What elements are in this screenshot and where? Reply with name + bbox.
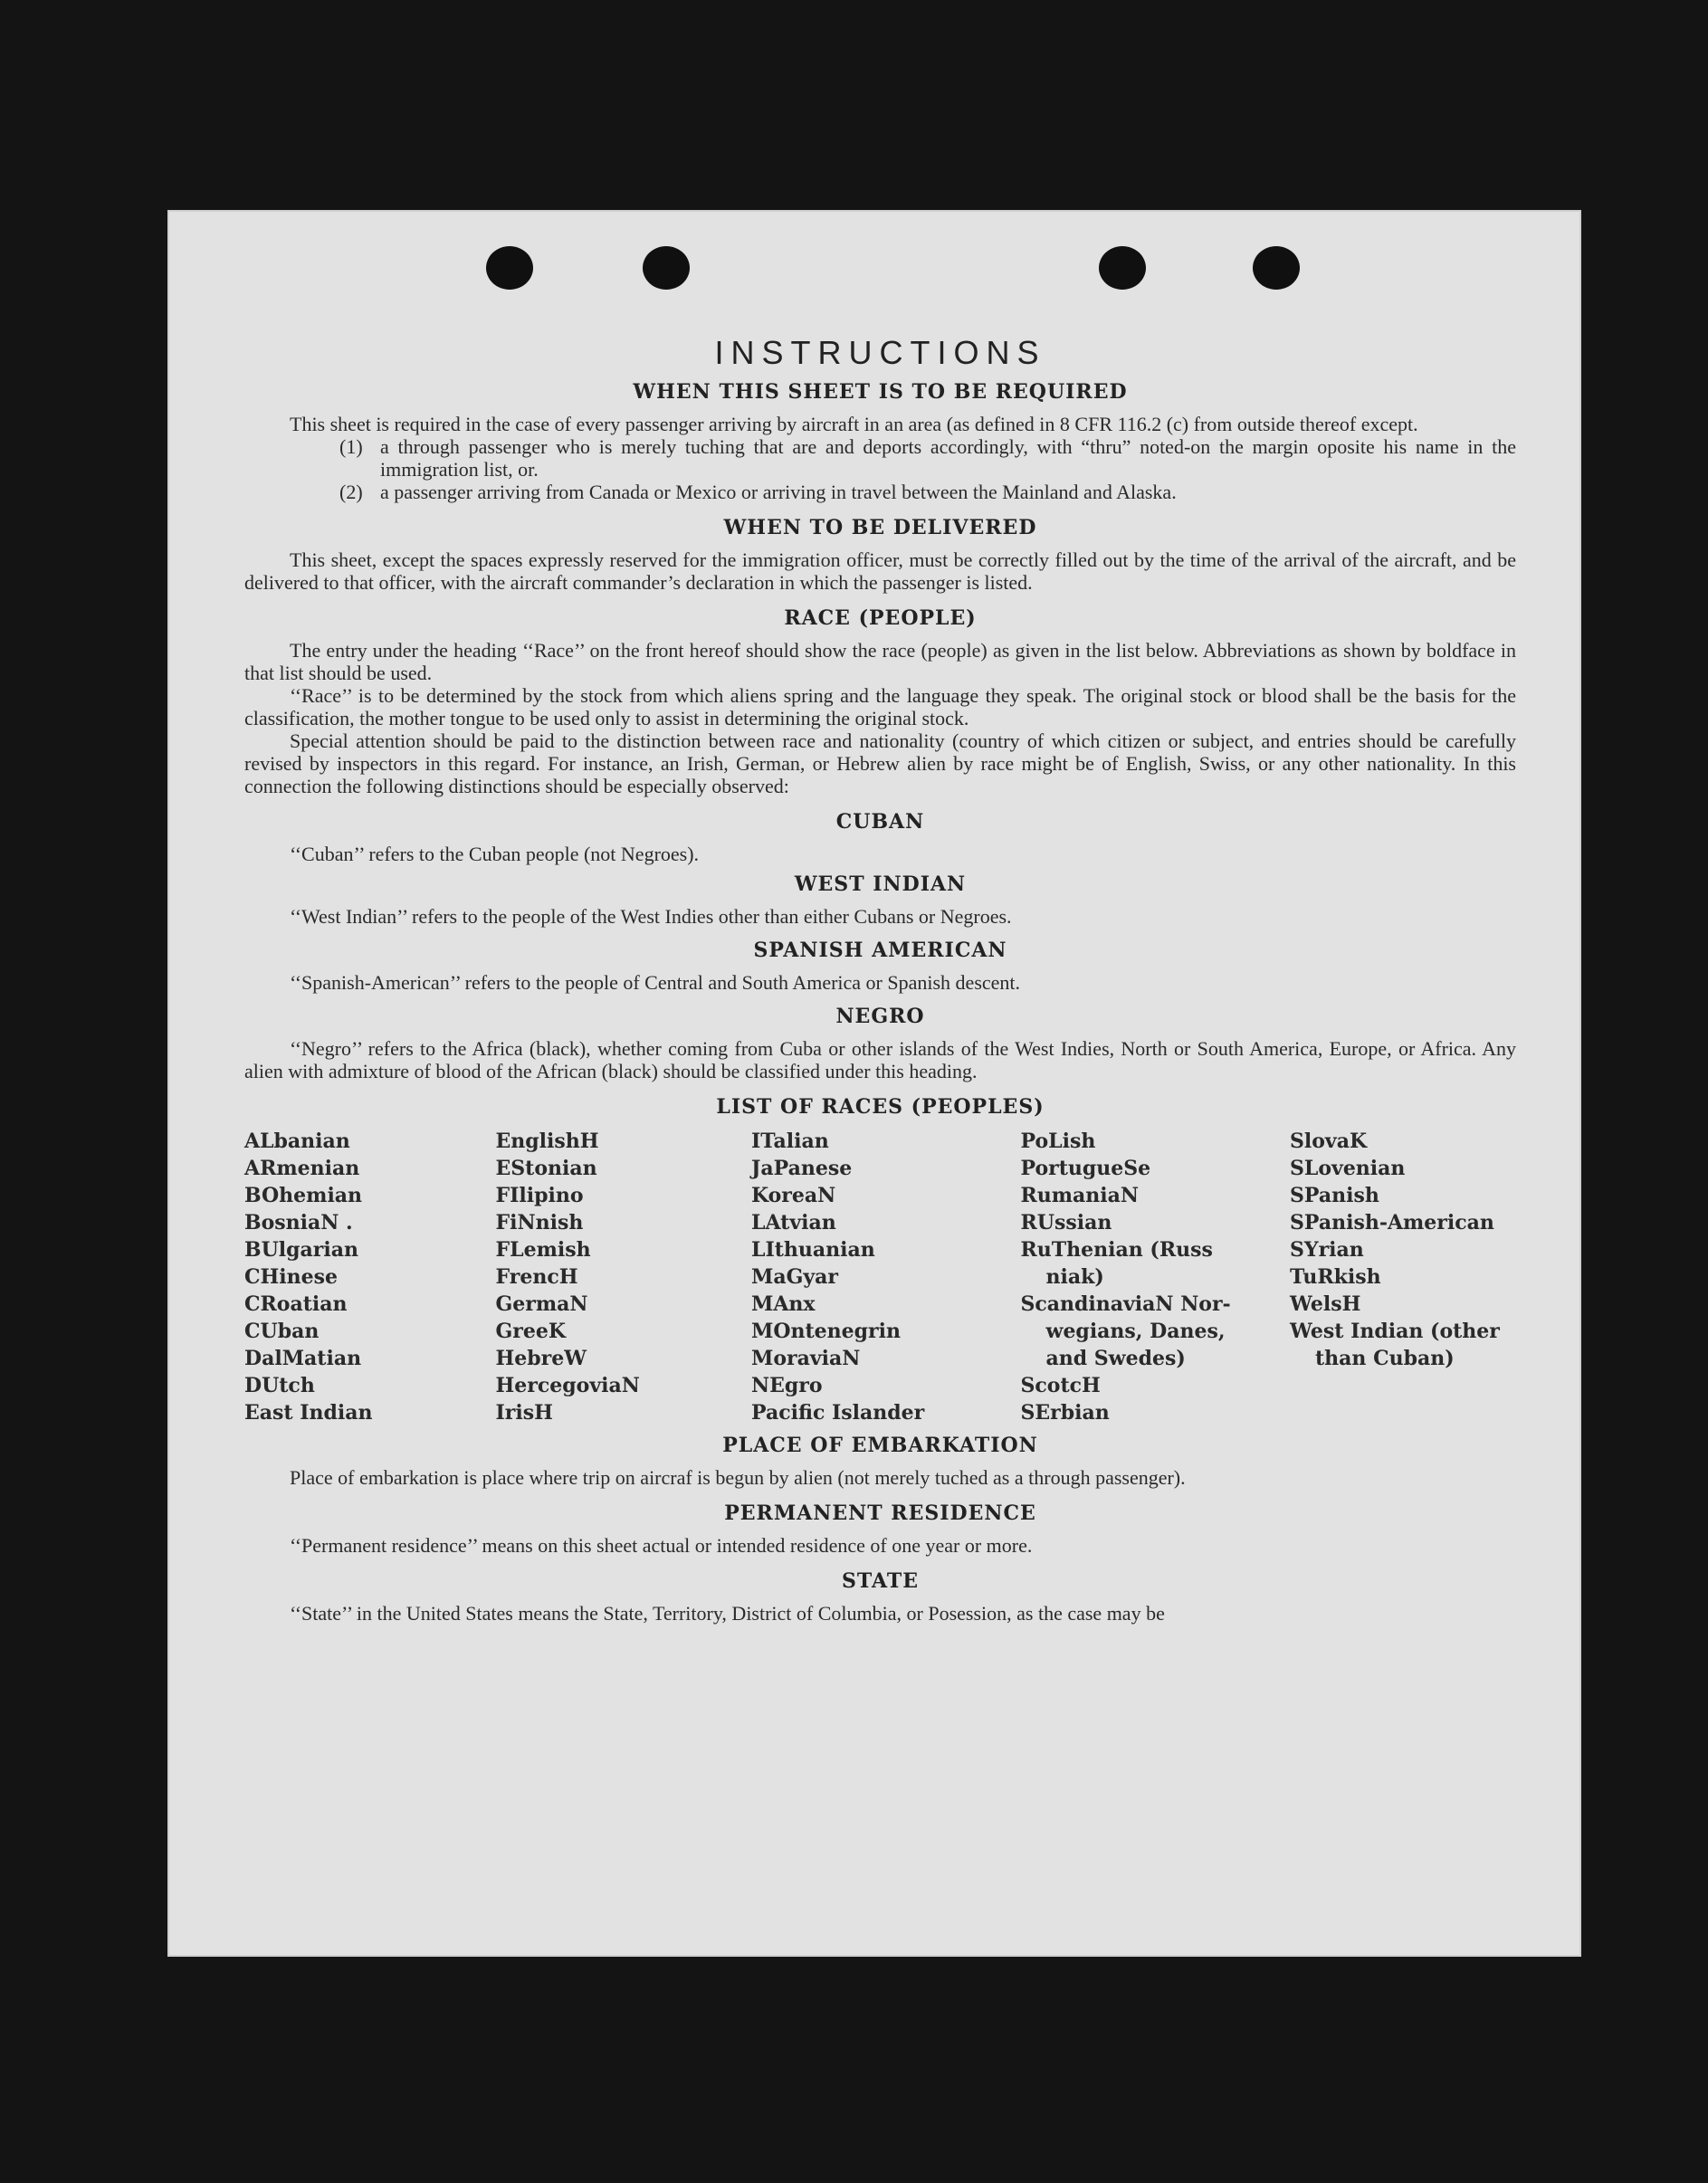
page-title: INSTRUCTIONS [714,334,1046,371]
race-entry: Pacific Islander [751,1401,925,1425]
race-entry: HercegoviaN [495,1374,640,1397]
race-entry: SErbian [1020,1401,1110,1425]
race-entry: BUlgarian [244,1238,358,1262]
race-entry: wegians, Danes, [1045,1320,1226,1343]
race-entry: FrencH [495,1265,578,1289]
race-entry: and Swedes) [1045,1347,1186,1370]
race-paragraph: Special attention should be paid to the distinction between race and nationality (country of which citizen or subject, and entries should be carefully revised by inspectors in this regard. For instance, an Irish, German, or Hebrew alien by race might be of English, Swiss, or any other nationality. In this connection the following distinctions should be especially observed: [244,729,1516,797]
race-entry: HebreW [495,1347,587,1370]
race-entry: MAnx [751,1292,816,1316]
race-entry: IrisH [495,1401,553,1425]
section-heading-spanish-american: SPANISH AMERICAN [753,939,1007,962]
race-entry: KoreaN [751,1184,836,1207]
race-entry: PoLish [1020,1130,1096,1153]
section-heading-embarkation: PLACE OF EMBARKATION [722,1434,1038,1457]
race-entry: GermaN [495,1292,588,1316]
race-entry: LAtvian [751,1211,836,1234]
race-entry: BosniaN . [244,1211,353,1234]
race-entry: LIthuanian [751,1238,875,1262]
race-entry: ScandinaviaN Nor- [1020,1292,1231,1316]
state-text: ‘‘State’’ in the United States means the State, Territory, District of Columbia, or Posession, as the case may be [290,1602,1165,1625]
race-entry: EnglishH [495,1130,599,1153]
spanish-american-text: ‘‘Spanish-American’’ refers to the people of Central and South America or Spanish descent. [290,971,1021,994]
section-heading-residence: PERMANENT RESIDENCE [724,1501,1036,1525]
race-entry: WelsH [1290,1292,1361,1316]
races-column [244,1128,489,1426]
race-entry: RUssian [1020,1211,1112,1234]
race-entry: NEgro [751,1374,823,1397]
required-intro: This sheet is required in the case of every passenger arriving by aircraft in an area (as defined in 8 CFR 116.2 (c) from outside thereof except. [290,413,1418,435]
section-heading-required: WHEN THIS SHEET IS TO BE REQUIRED [633,380,1128,404]
race-entry: CRoatian [244,1292,348,1316]
exception-text: a passenger arriving from Canada or Mexico or arriving in travel between the Mainland and Alaska. [380,481,1177,503]
race-entry: SlovaK [1290,1130,1368,1153]
race-entry: JaPanese [751,1157,853,1180]
punch-hole [1253,246,1300,290]
race-entry: GreeK [495,1320,566,1343]
punch-hole [486,246,533,290]
section-heading-races-list: LIST OF RACES (PEOPLES) [716,1095,1045,1119]
punch-hole [643,246,690,290]
race-entry: MaGyar [751,1265,839,1289]
race-entry: SYrian [1290,1238,1364,1262]
race-entry: PortugueSe [1020,1157,1151,1180]
race-entry: CUban [244,1320,320,1343]
document-content [244,333,1516,1625]
section-heading-west-indian: WEST INDIAN [794,872,967,896]
race-entry: SPanish [1290,1184,1379,1207]
race-entry: RumaniaN [1020,1184,1140,1207]
races-column [1021,1128,1283,1426]
race-entry: ScotcH [1020,1374,1101,1397]
race-entry: DalMatian [244,1347,362,1370]
race-entry: FIlipino [495,1184,584,1207]
race-entry: MOntenegrin [751,1320,901,1343]
section-heading-negro: NEGRO [835,1005,925,1028]
race-entry: West Indian (other [1290,1320,1500,1343]
race-entry: niak) [1045,1265,1104,1289]
race-entry: SPanish-American [1290,1211,1494,1234]
exception-item [339,435,1516,481]
exception-item [339,481,1516,503]
race-paragraph: ‘‘Race’’ is to be determined by the stock from which aliens spring and the language they speak. The original stock or blood shall be the basis for the classification, the mother tongue to be used only to assist in determining the original stock. [244,684,1516,729]
punch-hole [1099,246,1146,290]
races-list [244,1128,1516,1426]
exception-number: (1) [339,435,363,458]
negro-text: ‘‘Negro’’ refers to the Africa (black), whether coming from Cuba or other islands of the West Indies, North or South America, Europe, or Africa. Any alien with admixture of blood of the African (black) should be classified under this heading. [244,1037,1516,1082]
race-entry: FiNnish [495,1211,584,1234]
section-heading-cuban: CUBAN [835,810,925,834]
race-entry: CHinese [244,1265,339,1289]
section-heading-delivered: WHEN TO BE DELIVERED [723,516,1037,539]
delivered-text: This sheet, except the spaces expressly reserved for the immigration officer, must be correctly filled out by the time of the arrival of the aircraft, and be delivered to that officer, with the aircraft commander’s declaration in which the passenger is listed. [244,548,1516,594]
race-entry: FLemish [495,1238,591,1262]
embarkation-text: Place of embarkation is place where trip on aircraf is begun by alien (not merely tuched as a through passenger). [290,1466,1186,1489]
race-entry: BOhemian [244,1184,363,1207]
race-entry: MoraviaN [751,1347,861,1370]
race-entry: DUtch [244,1374,315,1397]
section-heading-race: RACE (PEOPLE) [784,606,977,630]
race-entry: SLovenian [1290,1157,1406,1180]
race-paragraph: The entry under the heading ‘‘Race’’ on the front hereof should show the race (people) as given in the list below. Abbreviations as shown by boldface in that list should be used. [244,639,1516,684]
races-column [496,1128,745,1426]
races-column [751,1128,1014,1426]
races-column [1290,1128,1516,1426]
race-entry: ARmenian [244,1157,360,1180]
race-entry: TuRkish [1290,1265,1381,1289]
race-entry: ALbanian [244,1130,350,1153]
race-entry: ITalian [751,1130,829,1153]
west-indian-text: ‘‘West Indian’’ refers to the people of the West Indies other than either Cubans or Negroes. [290,905,1012,928]
race-entry: RuThenian (Russ [1020,1238,1213,1262]
race-entry: East Indian [244,1401,373,1425]
residence-text: ‘‘Permanent residence’’ means on this sheet actual or intended residence of one year or more. [290,1534,1033,1557]
exception-number: (2) [339,481,363,503]
race-entry: than Cuban) [1315,1347,1455,1370]
cuban-text: ‘‘Cuban’’ refers to the Cuban people (not Negroes). [290,843,700,865]
exception-text: a through passenger who is merely tuching that are and deports accordingly, with “thru” noted-on the margin oposite his name in the immigration list, or. [380,435,1516,481]
section-heading-state: STATE [841,1569,920,1593]
race-entry: EStonian [495,1157,597,1180]
